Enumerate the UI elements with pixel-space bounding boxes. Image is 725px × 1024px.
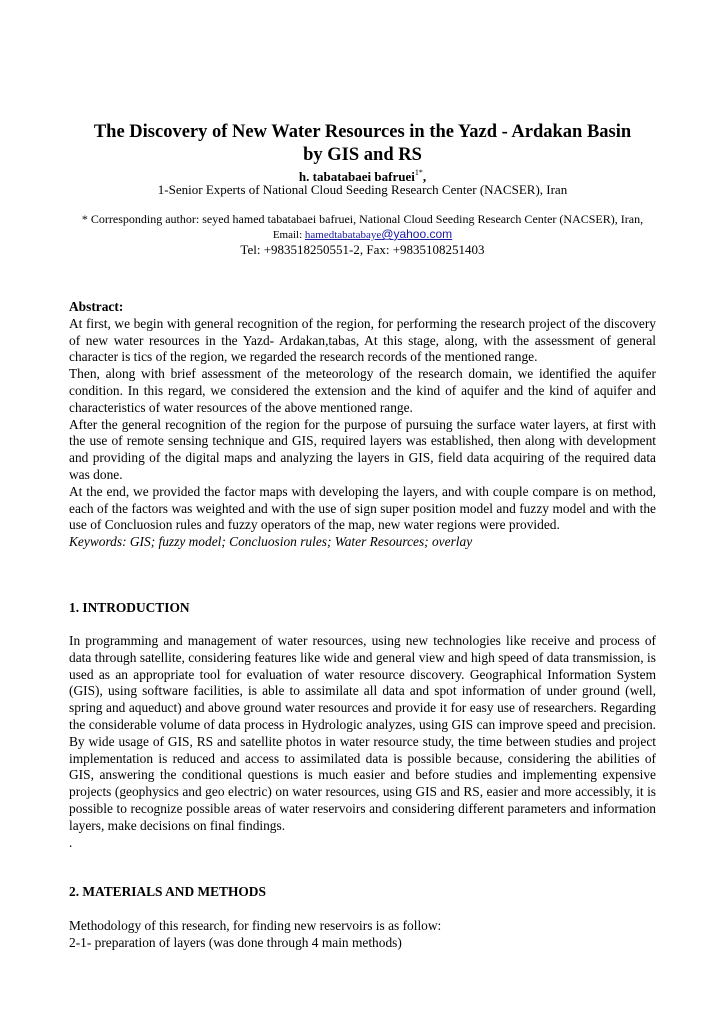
- email-link[interactable]: [305, 229, 452, 241]
- affiliation: [40, 182, 685, 198]
- abstract-paragraph: After the general recognition of the region for the purpose of pursuing the surface water layers, at first with the use of remote sensing technique and GIS, required layers was established, then along with development and providing of the digital maps and analyzing the layers in GIS, field data acquiring of the required data was done.: [69, 416, 656, 482]
- email-label: Email:: [272, 229, 305, 241]
- corresponding-author: * Corresponding author: seyed hamed tabatabaei bafruei, National Cloud Seeding Research Center (NACSER), Iran,: [81, 212, 644, 226]
- abstract-paragraph: At the end, we provided the factor maps with developing the layers, and with couple compare is on method, each of the factors was weighted and with the use of sign super position model and fuzzy model and with the use of Concluosion rules and fuzzy operators of the map, new water regions were provided.: [69, 483, 656, 533]
- abstract-paragraph: Then, along with brief assessment of the meteorology of the research domain, we identified the aquifer condition. In this regard, we considered the extension and the kind of aquifer and the kind of aquifer and characteristics of water resources of the above mentioned range.: [69, 366, 656, 415]
- methods-line-1: Methodology of this research, for finding new reservoirs is as follow:: [69, 918, 442, 933]
- introduction-heading: 1. INTRODUCTION: [69, 600, 190, 615]
- title-line-1: The Discovery of New Water Resources in the Yazd - Ardakan Basin: [93, 122, 632, 142]
- abstract-heading: Abstract:: [69, 299, 124, 314]
- paper-title: [40, 121, 685, 167]
- introduction-dot: .: [69, 834, 73, 850]
- author-name: h. tabatabaei bafruei: [298, 169, 415, 184]
- email-domain: @yahoo.com: [381, 227, 453, 241]
- methods-line-2: 2-1- preparation of layers (was done through 4 main methods): [69, 934, 402, 950]
- email-line: [40, 226, 685, 243]
- introduction-body: In programming and management of water resources, using new technologies like receive and process of data through satellite, considering features like wide and general view and high speed of data transmission, is used as an appropriate tool for evaluation of water resource discovery. Geographical Information System (GIS), using software facilities, is able to assimilate all data and spot information of under ground (well, spring and aqueduct) and above ground water resources and provide it for easy use of researchers. Regarding the considerable volume of data process in Hydrologic analyzes, using GIS can improve speed and precision. By wide usage of GIS, RS and satellite photos in water resource study, the time between studies and project implementation is reduced and access to assimilated data is possible because, considering the abilities of GIS, answering the conditional questions is much easier and before studies and implementing expensive projects (geophysics and geo electric) on water resources, using GIS and RS, easier and more accessibly, it is possible to recognize possible areas of water reservoirs and considering different parameters and information layers, make decisions on final findings.: [69, 633, 656, 833]
- author-superscript: 1*: [414, 168, 423, 177]
- introduction-section: [69, 633, 656, 851]
- abstract-paragraph: At first, we begin with general recognition of the region, for performing the research project of the discovery of new water resources in the Yazd- Ardakan,tabas, At this stage, along, with the assessment of general character is tics of the region, we regarded the research records of the mentioned range.: [69, 315, 656, 365]
- abstract-section: [69, 299, 656, 551]
- keywords: Keywords: GIS; fuzzy model; Concluosion rules; Water Resources; overlay: [69, 534, 473, 550]
- contact-phone-fax: Tel: +983518250551-2, Fax: +9835108251403: [240, 242, 485, 257]
- affiliation-number: 1: [157, 182, 165, 197]
- email-user: hamedtabatabaye: [304, 229, 382, 241]
- title-line-2: by GIS and RS: [303, 145, 422, 165]
- methods-heading: 2. MATERIALS AND METHODS: [69, 884, 266, 899]
- affiliation-text: -Senior Experts of National Cloud Seeding Research Center (NACSER), Iran: [164, 182, 568, 197]
- methods-section: [69, 918, 656, 952]
- author-trailing: ,: [422, 169, 427, 184]
